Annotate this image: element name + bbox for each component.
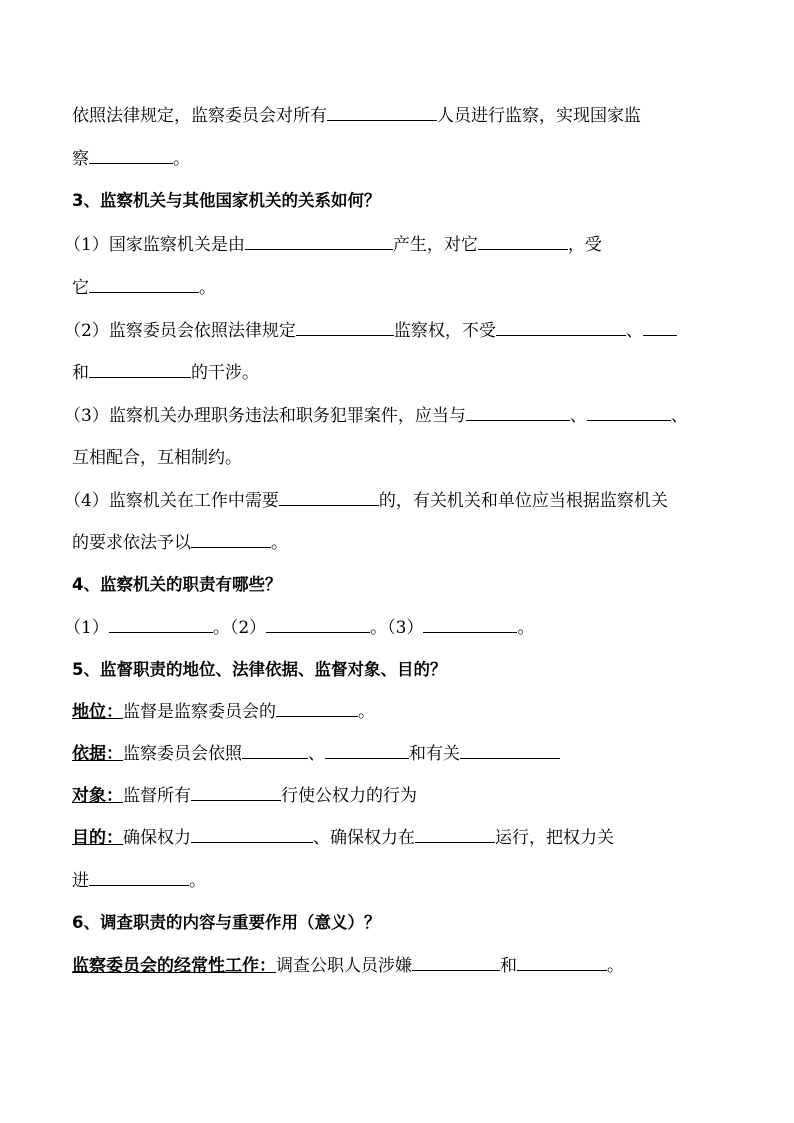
line-11 [72, 532, 288, 554]
blank[interactable] [89, 870, 189, 886]
line-17 [72, 785, 417, 807]
text: 、 [670, 406, 688, 426]
blank[interactable] [496, 320, 626, 336]
text: 的要求依法予以 [72, 533, 191, 553]
blank[interactable] [266, 617, 370, 633]
text: 行使公权力的行为 [281, 786, 417, 806]
text: 、 [308, 744, 325, 764]
text: （1） [64, 618, 109, 638]
blank[interactable] [327, 105, 437, 121]
text: 、 [569, 406, 587, 426]
blank[interactable] [460, 743, 560, 759]
question-5: 5、监督职责的地位、法律依据、监督对象、目的？ [72, 660, 447, 679]
text: 和有关 [409, 744, 460, 764]
text: 产生，对它 [392, 235, 478, 255]
text: 它 [72, 278, 89, 298]
blank[interactable] [423, 617, 517, 633]
text: （4）监察机关在工作中需要 [64, 491, 279, 511]
text: 。 [358, 702, 375, 722]
line-10 [64, 490, 668, 512]
text: （3）监察机关办理职务违法和职务犯罪案件，应当与 [64, 406, 466, 426]
label-target: 对象： [72, 786, 123, 806]
text: 。 [271, 533, 288, 553]
label-purpose: 目的： [72, 828, 123, 848]
text: 调查公职人员涉嫌 [276, 956, 412, 976]
text: 监察权，不受 [393, 321, 496, 341]
text: 监督所有 [123, 786, 191, 806]
text: 。 [189, 871, 206, 891]
blank[interactable] [517, 955, 607, 971]
text: 。 [199, 278, 216, 298]
blank[interactable] [89, 362, 191, 378]
blank[interactable] [276, 701, 358, 717]
text: ，受 [567, 235, 602, 255]
text: 。 [607, 956, 624, 976]
text: 。 [173, 149, 190, 169]
text: 的干涉。 [191, 363, 259, 383]
text: 和 [72, 363, 89, 383]
blank[interactable] [191, 532, 271, 548]
text: 运行，把权力关 [495, 828, 614, 848]
blank[interactable] [191, 785, 281, 801]
text: 和 [500, 956, 517, 976]
blank[interactable] [245, 234, 393, 250]
line-15 [72, 701, 375, 723]
text: 确保权力 [123, 828, 191, 848]
blank[interactable] [466, 405, 570, 421]
text: 进 [72, 871, 89, 891]
blank[interactable] [89, 148, 173, 164]
text: 人员进行监察，实现国家监 [437, 106, 641, 126]
blank[interactable] [415, 827, 495, 843]
line-5 [72, 277, 216, 299]
line-16 [72, 743, 560, 765]
text: 监督是监察委员会的 [123, 702, 276, 722]
text: （1）国家监察机关是由 [64, 235, 245, 255]
blank[interactable] [296, 320, 394, 336]
question-4: 4、监察机关的职责有哪些？ [72, 575, 282, 594]
blank[interactable] [242, 743, 308, 759]
label-regular-work: 监察委员会的经常性工作： [72, 956, 276, 976]
blank[interactable] [587, 405, 671, 421]
blank[interactable] [643, 320, 677, 336]
line-1 [72, 105, 641, 127]
label-position: 地位： [72, 702, 123, 722]
blank[interactable] [279, 490, 379, 506]
line-4 [64, 234, 602, 256]
label-basis: 依据： [72, 744, 123, 764]
text: 、确保权力在 [313, 828, 415, 848]
blank[interactable] [412, 955, 500, 971]
line-13 [64, 617, 534, 639]
blank[interactable] [109, 617, 213, 633]
blank[interactable] [478, 234, 568, 250]
blank[interactable] [89, 277, 199, 293]
blank[interactable] [191, 827, 313, 843]
line-18 [72, 827, 614, 849]
text: （2）监察委员会依照法律规定 [64, 321, 296, 341]
line-7 [72, 362, 259, 384]
line-9: 互相配合，互相制约。 [72, 448, 242, 468]
line-19 [72, 870, 206, 892]
line-6 [64, 320, 677, 342]
text: 察 [72, 149, 89, 169]
text: 。（2） [212, 618, 267, 638]
text: 依照法律规定，监察委员会对所有 [72, 106, 327, 126]
line-2 [72, 148, 190, 170]
text: 的，有关机关和单位应当根据监察机关 [378, 491, 668, 511]
blank[interactable] [325, 743, 409, 759]
text: 、 [625, 321, 643, 341]
question-6: 6、调查职责的内容与重要作用（意义）？ [72, 913, 381, 932]
line-21 [72, 955, 624, 977]
line-8 [64, 405, 688, 427]
question-3: 3、监察机关与其他国家机关的关系如何？ [72, 191, 381, 210]
text: 。 [517, 618, 535, 638]
text: 监察委员会依照 [123, 744, 242, 764]
text: 。（3） [370, 618, 424, 638]
